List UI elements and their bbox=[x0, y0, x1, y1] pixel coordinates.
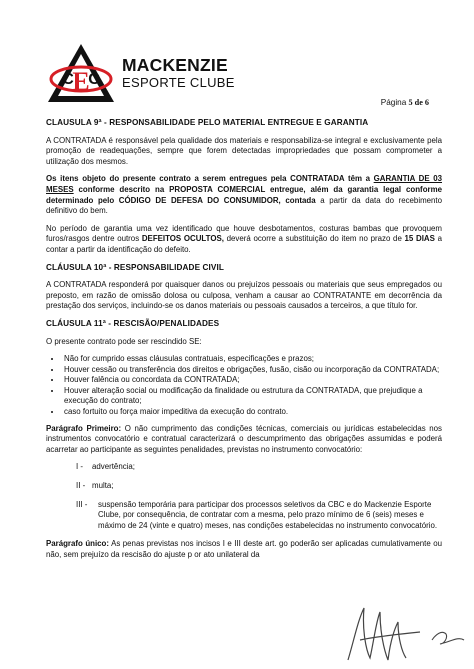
list-item: • Houver cessão ou transferência dos direitos e obrigações, fusão, cisão ou incorporação da CONTRATADA; bbox=[62, 365, 442, 376]
svg-text:E: E bbox=[72, 67, 90, 96]
svg-text:C: C bbox=[88, 71, 100, 88]
clause-9-paragraph-2 bbox=[46, 174, 442, 216]
clause-9-title: CLAUSULA 9ª - RESPONSABILIDADE PELO MATERIAL ENTREGUE E GARANTIA bbox=[46, 118, 369, 127]
svg-text:C: C bbox=[62, 71, 74, 88]
clause-10-paragraph-1: A CONTRATADA responderá por quaisquer danos ou prejuízos pessoais ou materiais que seus empregados ou preposto, em razão de omissão dolosa ou culposa, venham a causar ao CONTRATANTE em decorrência da prestação dos serviços, incluindo-se os danos materiais ou pessoais causados a terceiros, a que título for. bbox=[46, 280, 442, 311]
clause-9-p2-c: a partir da data do recebimento definitivo do bem. bbox=[46, 195, 443, 216]
clause-9-p2-a: Os itens objeto do presente contrato a serem entregues pela CONTRATADA têm a bbox=[46, 174, 374, 184]
paragraph-first-label: Parágrafo Primeiro: bbox=[46, 423, 122, 433]
warranty-period: GARANTIA DE 03 MESES bbox=[46, 174, 442, 194]
brand-subtitle: ESPORTE CLUBE bbox=[122, 75, 235, 90]
inciso-text: suspensão temporária para participar dos processos seletivos da CBC e do Mackenzie Esporte Clube, por consequência, de contratar com a mesma, pelo prazo mínimo de 6 (seis) meses e máximo de 24 (vinte e quatro) meses, nas condições estabelecidas no instrumento convocatório. bbox=[98, 499, 438, 530]
inciso-text: multa; bbox=[92, 481, 114, 491]
brand-name: MACKENZIE bbox=[122, 55, 228, 75]
brand-block bbox=[122, 56, 235, 90]
list-item: • caso fortuito ou força maior impeditiva da execução do contrato. bbox=[62, 407, 442, 418]
hidden-defects: DEFEITOS OCULTOS, bbox=[141, 234, 224, 244]
sole-paragraph-text: As penas previstas nos incisos I e III deste art. go poderão ser aplicadas cumulativamente ou não, sem prejuízo da rescisão do ajuste p or ato unilateral da bbox=[46, 539, 442, 559]
inciso-number: III - bbox=[76, 499, 88, 509]
clause-9-p2-b: conforme descrito na PROPOSTA COMERCIAL entregue, além da garantia legal conforme determinado pelo CÓDIGO DE DEFESA DO CONSUMIDOR, contada bbox=[46, 184, 442, 205]
list-item bbox=[76, 462, 442, 473]
clause-9-p3-a: No período de garantia uma vez identificado que houve desbotamentos, costuras bambas que provoquem furos/rasgos dentre outros bbox=[46, 223, 442, 244]
page-label: Página bbox=[380, 98, 407, 107]
mackenzie-logo-icon bbox=[46, 42, 116, 104]
rescission-list bbox=[46, 354, 442, 418]
clause-9-p3-e: a contar a partir da identificação do defeito. bbox=[46, 234, 442, 254]
page-number bbox=[381, 98, 429, 107]
sole-paragraph-label: Parágrafo único: bbox=[46, 539, 110, 549]
paragraph-first-text: O não cumprimento das condições técnicas, comerciais ou jurídicas estabelecidas nos instrumentos convocatório e contratual caracterizará o descumprimento das obrigações assumidas e poderá acarretar ao participante as seguintes penalidades, previstas no instrumento convocatório: bbox=[46, 423, 442, 454]
list-item: • Não for cumprido essas cláusulas contratuais, especificações e prazos; bbox=[62, 354, 442, 365]
contract-body bbox=[46, 118, 442, 568]
list-item bbox=[76, 500, 442, 532]
clause-10-title: CLÁUSULA 10ª - RESPONSABILIDADE CIVIL bbox=[46, 262, 224, 272]
inciso-number: II - bbox=[76, 481, 86, 491]
paragraph-first bbox=[46, 424, 442, 456]
sole-paragraph bbox=[46, 539, 442, 560]
list-item: • Houver falência ou concordata da CONTRATADA; bbox=[62, 375, 442, 386]
clause-9-paragraph-3 bbox=[46, 224, 442, 256]
clause-11-title: CLÁUSULA 11ª - RESCISÃO/PENALIDADES bbox=[46, 318, 220, 328]
inciso-text: advertência; bbox=[92, 462, 135, 472]
list-item: • Houver alteração social ou modificação da finalidade ou estrutura da CONTRATADA, que prejudique a execução do contrato; bbox=[62, 386, 442, 407]
clause-9-paragraph-1: A CONTRATADA é responsável pela qualidade dos materiais e responsabiliza-se integral e exclusivamente pela promoção de readequações, sempre que forem detectadas impropriedades que possam comprometer a utilização dos mesmos. bbox=[46, 135, 442, 166]
signature-icon bbox=[340, 600, 470, 666]
inciso-number: I - bbox=[76, 462, 84, 472]
clause-11-intro: O presente contrato pode ser rescindido SE: bbox=[46, 336, 202, 346]
replacement-days: 15 DIAS bbox=[404, 234, 435, 244]
list-item bbox=[76, 481, 442, 492]
page-count: 5 de 6 bbox=[408, 98, 429, 107]
clause-9-p3-c: deverá ocorre a substituição do item no prazo de bbox=[223, 234, 405, 244]
penalties-list bbox=[76, 462, 442, 531]
